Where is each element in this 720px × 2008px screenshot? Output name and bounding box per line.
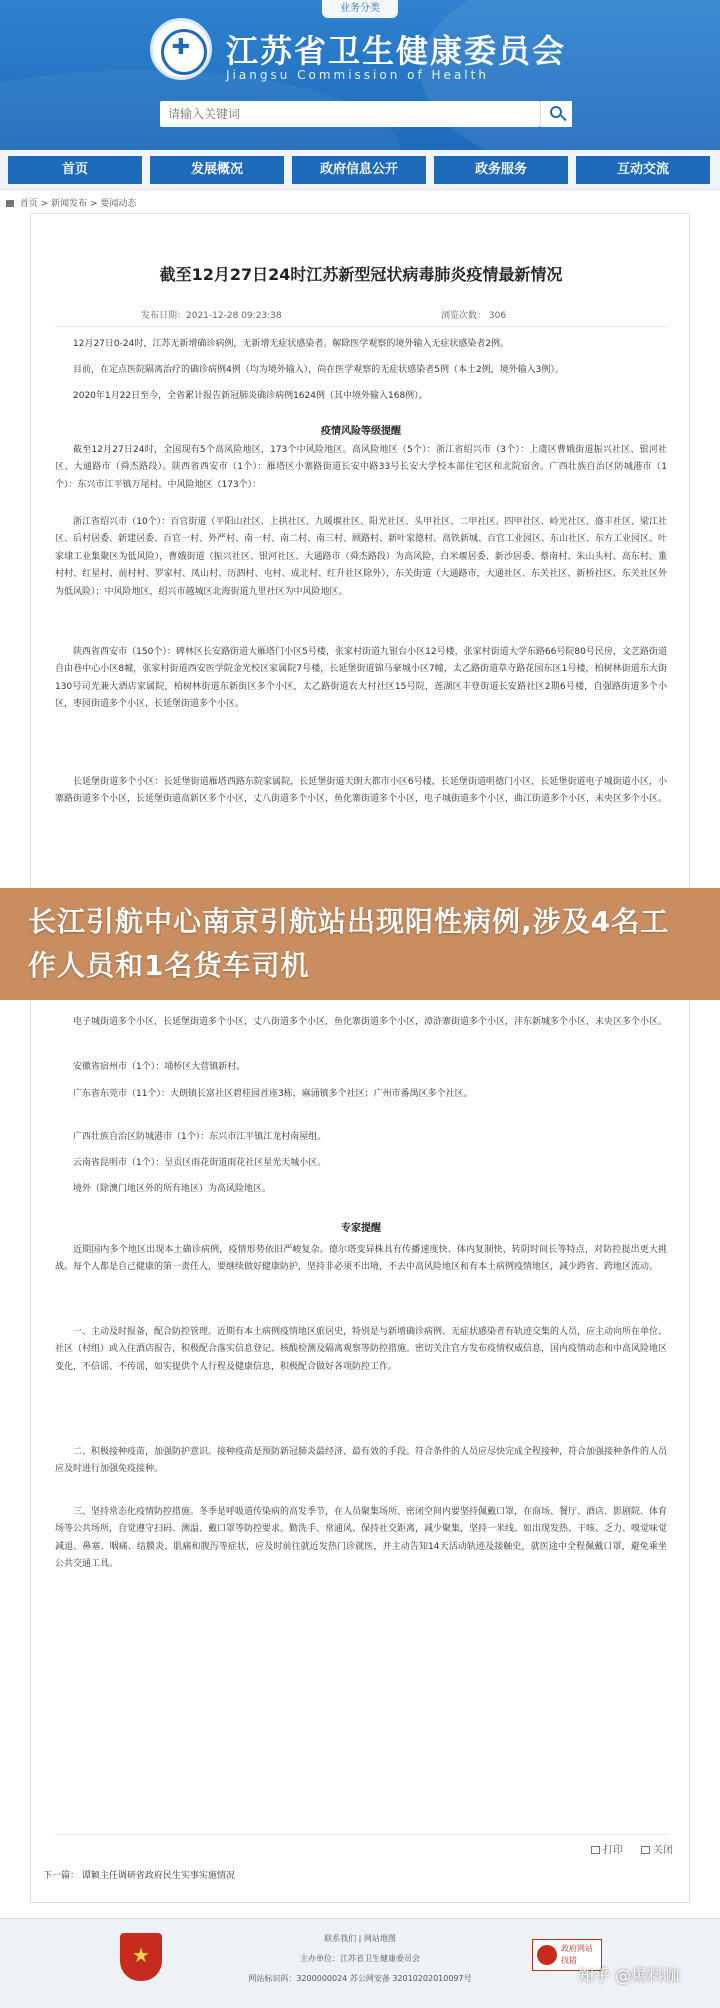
emblem-logo-icon[interactable]: [150, 18, 212, 80]
print-label: 打印: [603, 1845, 623, 1856]
section-title-risk: 疫情风险等级提醒: [321, 426, 401, 437]
close-label: 关闭: [653, 1845, 673, 1856]
nav-item-home[interactable]: 首页: [8, 156, 142, 184]
article-paragraph: 一、主动及时报备，配合防控管理。近期有本土病例疫情地区旅居史，特别是与新增确诊病例、无症状感染者有轨迹交集的人员，应主动向所在单位、社区（村组）或入住酒店报告，积极配合落实信息登记、核酸检测及隔离观察等防控措施。密切关注官方发布疫情权威信息，国内疫情动态和中高风险地区变化，不信谣、不传谣，如实提供个人行程及健康信息，积极配合做好各项防控工作。: [55, 1327, 668, 1372]
footer-id: 网站标识码：3200000024 苏公网安备 32010202010097号: [248, 1974, 472, 1983]
breadcrumb: [6, 196, 136, 209]
close-icon: [641, 1846, 650, 1854]
nav-item-info-disclosure[interactable]: 政府信息公开: [292, 156, 426, 184]
close-button[interactable]: [641, 1841, 673, 1856]
article-paragraph: 云南省昆明市（1个）：呈贡区雨花街道雨花社区星光天城小区。: [73, 1158, 327, 1168]
article-paragraph: 陕西省西安市（150个）：碑林区长安路街道大雁塔门小区5号楼，张家村街道九银台小区12号楼，张家村街道大学东路66号院80号民房，文艺路街道自由巷中心小区8幢，张家村街道西安医学院金光校区家属院7号楼，长延堡街道锦马豪城小区7幢，太乙路街道草寺路花园东区1号楼，柏树林街道东大街130号司光兼大酒店家属院，柏树林街道东新街区多个小区，太乙路街道农大村社区15号院，莲湖区丰登街道长安路社区2期6号楼，自强路街道多个小区，枣园街道多个小区，长延堡街道多个小区。: [55, 647, 667, 710]
article-paragraph: 电子城街道多个小区，长延堡街道多个小区，丈八街道多个小区，鱼化寨街道多个小区，漳浒寨街道多个小区，沣东新城多个小区，未央区多个小区。: [73, 1017, 668, 1027]
watermark: 知乎 @爆料咖: [578, 1966, 680, 1985]
article-paragraph: 安徽省宿州市（1个）：埇桥区大营镇新村。: [73, 1062, 246, 1072]
publish-date: 发布日期：2021-12-28 09:23:38: [141, 311, 282, 321]
article-title: 截至12月27日24时江苏新型冠状病毒肺炎疫情最新情况: [159, 265, 563, 284]
article-paragraph: 广东省东莞市（11个）：大朗镇长富社区碧桂园首座3栋，麻涌镇多个社区；广州市番禺区多个社区。: [73, 1089, 473, 1099]
site-header: [0, 0, 720, 150]
section-title-expert: 专家提醒: [341, 1223, 381, 1234]
article-paragraph: 2020年1月22日至今，全省累计报告新冠肺炎确诊病例1624例（其中境外输入168例）。: [73, 391, 428, 401]
article-paragraph: 二、积极接种疫苗，加强防护意识。接种疫苗是预防新冠肺炎最经济、最有效的手段。符合条件的人员应尽快完成全程接种，符合加强接种条件的人员应及时进行加强免疫接种。: [55, 1447, 668, 1475]
nav-item-services[interactable]: 政务服务: [434, 156, 568, 184]
nav-item-overview[interactable]: 发展概况: [150, 156, 284, 184]
search-input[interactable]: [160, 101, 540, 127]
article-paragraph: 12月27日0-24时，江苏无新增确诊病例，无新增无症状感染者。解除医学观察的境外输入无症状感染者2例。: [73, 339, 510, 349]
footer-links[interactable]: 联系我们 | 网站地图: [324, 1934, 396, 1943]
article-paragraph: 三、坚持常态化疫情防控措施。冬季是呼吸道传染病的高发季节，在人员聚集场所、密闭空间内要坚持佩戴口罩，在商场、餐厅、酒店、影剧院、体育场等公共场所，自觉遵守扫码、测温、戴口罩等防控要求。勤洗手、常通风、保持社交距离，减少聚集，坚持一米线。如出现发热、干咳、乏力、嗅觉味觉减退、鼻塞、咽痛、结膜炎、肌痛和腹泻等症状，应及时前往就近发热门诊就医，并主动告知14天活动轨迹及接触史，就医途中全程佩戴口罩，避免乘坐公共交通工具。: [55, 1507, 668, 1570]
site-title[interactable]: 江苏省卫生健康委员会: [226, 32, 567, 70]
article-paragraph: 近期国内多个地区出现本土确诊病例，疫情形势依旧严峻复杂。德尔塔变异株具有传播速度快、体内复制快、转阴时间长等特点，对防控提出更大挑战。每个人都是自己健康的第一责任人，要继续做好健康防护，坚持非必须不出境，不去中高风险地区和有本土病例疫情地区，减少跨省、跨地区流动。: [55, 1245, 667, 1273]
next-article-link[interactable]: 下一篇： 谭颖主任调研省政府民生实事实施情况: [43, 1871, 235, 1881]
main-nav: [0, 150, 720, 190]
article-paragraph: 截至12月27日24时，全国现有5个高风险地区，173个中风险地区。高风险地区（5个）：浙江省绍兴市（3个）：上虞区曹娥街道振兴社区、银河社区、大通路市（舜杰路段）。陕西省西安市（1个）：雁塔区小寨路街道长安中路33号长安大学校本部住宅区和北院宿舍。广西壮族自治区防城港市（1个）：东兴市江平镇万尾村。中风险地区（173个）：: [55, 445, 667, 490]
home-icon: [6, 200, 14, 207]
gov-site-badge-label: 政府网站 找错: [561, 1944, 593, 1965]
divider: [55, 1834, 667, 1835]
service-category-tab[interactable]: 业务分类: [322, 0, 398, 18]
divider: [55, 326, 667, 327]
search-icon-handle: [560, 115, 566, 121]
article-paragraph: 浙江省绍兴市（10个）：百官街道（平阳山社区、上拱社区、九暖堰社区、阳光社区、头甲社区、二甲社区、四甲社区、岭光社区、盛丰社区、梁江社区、后村居委、新建居委、百官一村、外严村、南一村、南二村、南三村、顾路村、新叶家德村、高铁新城、百官工业园区、东山社区、东方工业园区、叶家埭工业集聚区为低风险），曹娥街道（振兴社区、银河社区、大通路市（舜杰路段）为高风险，白米堰居委、新沙居委、蔡南村、朱山头村、高东村、董村村、红星村、前村村、罗家村、凤山村、历泗村、屯村、成北村、红升社区除外），东关街道（大通路市，大通社区、东关社区、新桥社区、东关社区外为低风险）；中风险地区，绍兴市越城区北海街道九里社区为中风险地区。: [55, 517, 668, 597]
print-button[interactable]: [591, 1841, 623, 1856]
article-paragraph: 广西壮族自治区防城港市（1个）：东兴市江平镇江龙村南屋组。: [73, 1132, 327, 1142]
search-button[interactable]: [540, 101, 572, 127]
article-paragraph: 境外（除澳门地区外的所有地区）为高风险地区。: [73, 1184, 272, 1194]
seal-icon: [537, 1945, 557, 1965]
footer-sponsor: 主办单位：江苏省卫生健康委员会: [300, 1954, 420, 1963]
view-count: 浏览次数： 306: [441, 311, 507, 321]
headline-banner: [0, 888, 720, 1000]
banner-headline: 长江引航中心南京引航站出现阳性病例,涉及4名工作人员和1名货车司机: [28, 905, 670, 982]
article-paragraph: 长延堡街道多个小区：长延堡街道雁塔西路东院家属院，长延堡街道天朗大都市小区6号楼，长延堡街道明德门小区，长延堡街道电子城街道小区，小寨路街道多个小区，长延堡街道高新区多个小区，丈八街道多个小区，鱼化寨街道多个小区，电子城街道多个小区，曲江街道多个小区，未央区多个小区。: [55, 777, 668, 805]
breadcrumb-text[interactable]: 首页 > 新闻发布 > 要闻动态: [19, 199, 137, 209]
nav-item-interaction[interactable]: 互动交流: [576, 156, 710, 184]
site-subtitle: Jiangsu Commission of Health: [226, 68, 489, 82]
print-icon: [591, 1846, 600, 1854]
article-paragraph: 目前，在定点医院隔离治疗的确诊病例4例（均为境外输入），尚在医学观察的无症状感染者5例（本土2例，境外输入3例）。: [73, 365, 564, 375]
article-container: [30, 213, 690, 1903]
